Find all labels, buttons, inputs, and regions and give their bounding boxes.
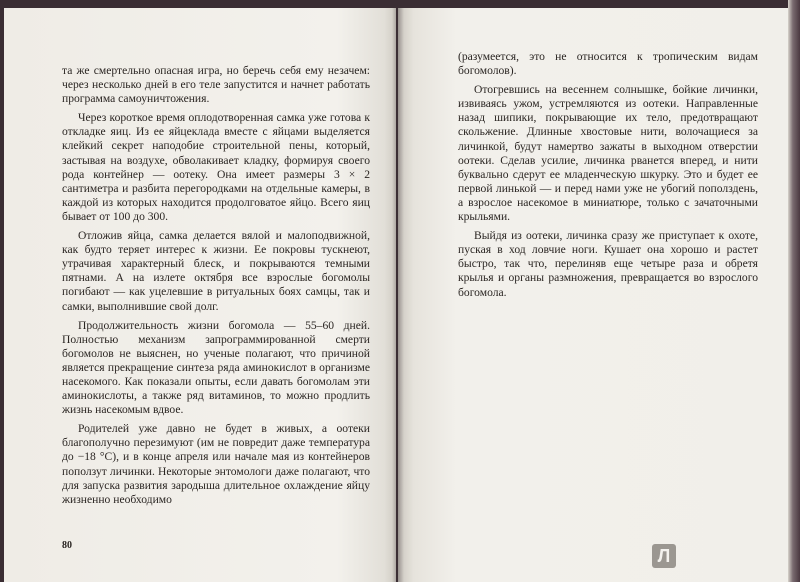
left-page — [4, 8, 396, 582]
left-page-text — [62, 64, 370, 512]
page-number: 80 — [62, 540, 72, 551]
paragraph: та же смертельно опасная игра, но беречь себя ему незачем: через несколько дней в его теле запустится и начнет работать программа самоуничтожения. — [62, 64, 370, 106]
labirint-logo-icon: Л — [652, 544, 676, 568]
book-cover-edge — [788, 0, 800, 582]
paragraph: (разумеется, это не относится к тропическим видам богомолов). — [458, 50, 758, 78]
book-spine-shadow — [392, 8, 404, 582]
right-page — [398, 8, 788, 582]
paragraph: Продолжительность жизни богомола — 55–60 дней. Полностью механизм запрограммированной смерти богомолов не выяснен, но ученые полагают, что причиной является прекращение синтеза ряда аминокислот в организме насекомого. Как показали опыты, если давать богомолам эти аминокислоты, а также ряд витаминов, то можно продлить жизнь насекомым вдвое. — [62, 318, 370, 417]
right-page-text — [458, 50, 758, 305]
paragraph: Родителей уже давно не будет в живых, а оотеки благополучно перезимуют (им не повредит даже температура до −18 °C), и в конце апреля или начале мая из контейнеров поползут личинки. Некоторые энтомологи даже полагают, что для запуска развития зародыша длительное охлаждение яйцу жизненно необходимо — [62, 422, 370, 506]
paragraph: Выйдя из оотеки, личинка сразу же приступает к охоте, пуская в ход ловчие ноги. Кушает она хорошо и растет быстро, так что, перелиняв еще четыре раза и обретя крылья и органы размножения, превращается во взрослого богомола. — [458, 229, 758, 299]
paragraph: Через короткое время оплодотворенная самка уже готова к откладке яиц. Из ее яйцеклада вместе с яйцами выделяется клейкий секрет наподобие строительной пены, который, застывая на воздухе, обволакивает кладку, формируя своего рода контейнер — оотеку. Она имеет размеры 3 × 2 сантиметра и разбита перегородками на отдельные камеры, в каждой из которых находится продолговатое яйцо. Всего яиц бывает от 100 до 300. — [62, 111, 370, 223]
paragraph: Отогревшись на весеннем солнышке, бойкие личинки, извиваясь ужом, устремляются из оотеки. Направленные назад шипики, покрывающие их тело, предотвращают скольжение. Длинные хвостовые нити, волочащиеся за личинкой, будут намертво зажаты в выходном отверстии оотеки. Сделав усилие, личинка рванется вперед, и нити буквально сдерут ее младенческую шкурку. Это и будет ее первой линькой — и перед нами уже не убогий пополздень, а взрослое насекомое в миниатюре, только с зачаточными крыльями. — [458, 83, 758, 224]
paragraph: Отложив яйца, самка делается вялой и малоподвижной, как будто теряет интерес к жизни. Ее покровы тускнеют, утрачивая характерный блеск, и покрываются темными пятнами. А на излете октября все взрослые богомолы погибают — как уцелевшие в ритуальных боях самцы, так и самки, выполнившие свой долг. — [62, 229, 370, 313]
